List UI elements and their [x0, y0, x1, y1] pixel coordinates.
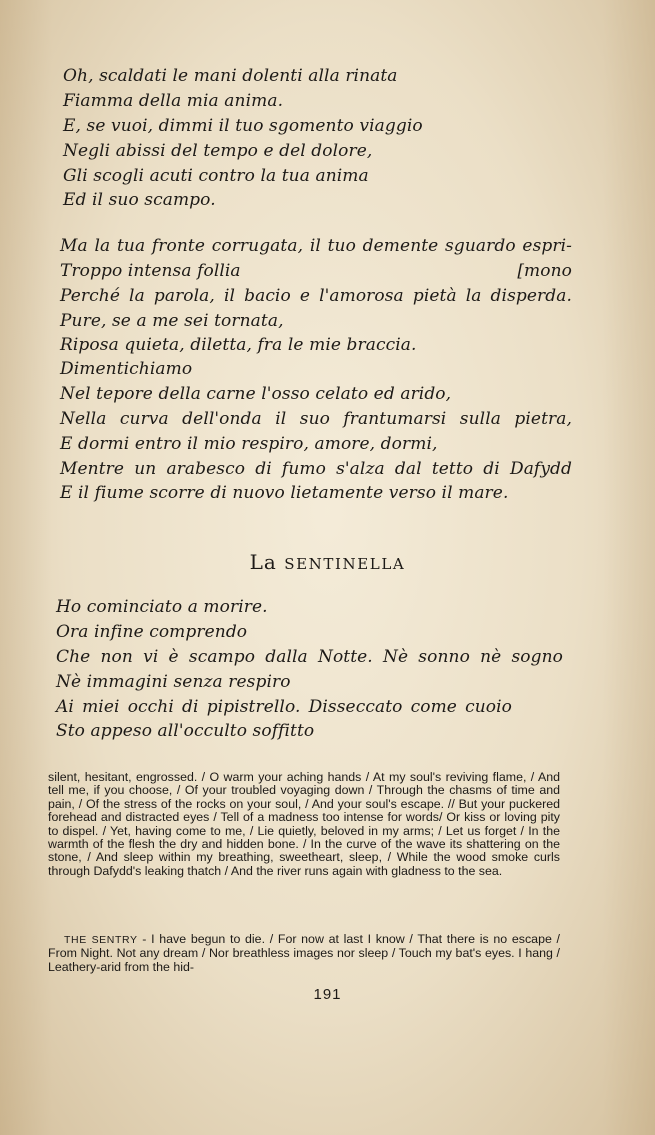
- poem-line: E il fiume scorre di nuovo lietamente verso il mare.: [60, 483, 509, 503]
- poem-line: Fiamma della mia anima.: [63, 91, 284, 111]
- poem-line: Che non vi è scampo dalla Notte. Nè sonno nè sogno: [56, 647, 563, 667]
- poem-line: Oh, scaldati le mani dolenti alla rinata: [63, 66, 398, 86]
- translation-text: - I have begun to die. / For now at last I know / That there is no escape / From Night. Not any dream / Nor breathless images nor sleep / Touch my bat's eyes. I hang / Leathery-arid from the hid-: [48, 932, 560, 974]
- poem-line: Sto appeso all'occulto soffitto: [56, 721, 315, 741]
- translation-title: THE SENTRY: [64, 934, 138, 946]
- bracketed-continuation: [mono: [517, 261, 572, 281]
- poem-line: Ma la tua fronte corrugata, il tuo demente sguardo espri-: [60, 236, 572, 256]
- poem-line: E, se vuoi, dimmi il tuo sgomento viaggio: [63, 116, 423, 136]
- poem-line: [60, 261, 572, 281]
- poem-line: Perché la parola, il bacio e l'amorosa pietà la disperda.: [60, 286, 572, 306]
- poem-line: Dimentichiamo: [60, 359, 193, 379]
- title-rest: SENTINELLA: [284, 555, 406, 573]
- poem-line: Ai miei occhi di pipistrello. Disseccato come cuoio: [56, 697, 512, 717]
- poem-line: Mentre un arabesco di fumo s'alza dal tetto di Dafydd: [60, 459, 572, 479]
- page-number: 191: [313, 986, 342, 1003]
- poem-line: Gli scogli acuti contro la tua anima: [63, 166, 369, 186]
- poem-line: Nella curva dell'onda il suo frantumarsi sulla pietra,: [60, 409, 572, 429]
- poem-line: Pure, se a me sei tornata,: [60, 311, 284, 331]
- poem-line: Nel tepore della carne l'osso celato ed arido,: [60, 384, 452, 404]
- poem-line: Riposa quieta, diletta, fra le mie braccia.: [60, 335, 417, 355]
- poem-line: Ora infine comprendo: [56, 622, 248, 642]
- poem-line: Ho cominciato a morire.: [56, 597, 268, 617]
- poem-line: E dormi entro il mio respiro, amore, dormi,: [60, 434, 438, 454]
- poem-line-text: Troppo intensa follia: [60, 261, 241, 281]
- poem-line: Negli abissi del tempo e del dolore,: [63, 141, 373, 161]
- title-initial: La: [249, 550, 277, 574]
- translation-paragraph-1: silent, hesitant, engrossed. / O warm your aching hands / At my soul's reviving flame, / And tell me, if you choose, / Of your troubled voyaging down / Through the chasms of time and pain, / Of the stress of the rocks on your soul, / And your soul's escape. // But your puckered forehead and distracted eyes / Tell of a madness too intense for words/ Or kiss or loving pity to dispel. / Yet, having come to me, / Lie quietly, beloved in my arms; / Let us forget / In the warmth of the flesh the dry and hidden bone. / In the curve of the wave its shattering on the stone, / And sleep within my breathing, sweetheart, sleep, / While the wood smoke curls through Dafydd's leaking thatch / And the river runs again with gladness to the sea.: [48, 770, 560, 878]
- translation-paragraph-2: [48, 933, 560, 974]
- poem-line: Nè immagini senza respiro: [56, 672, 291, 692]
- poem-title: [0, 550, 655, 574]
- poem-line: Ed il suo scampo.: [63, 190, 216, 210]
